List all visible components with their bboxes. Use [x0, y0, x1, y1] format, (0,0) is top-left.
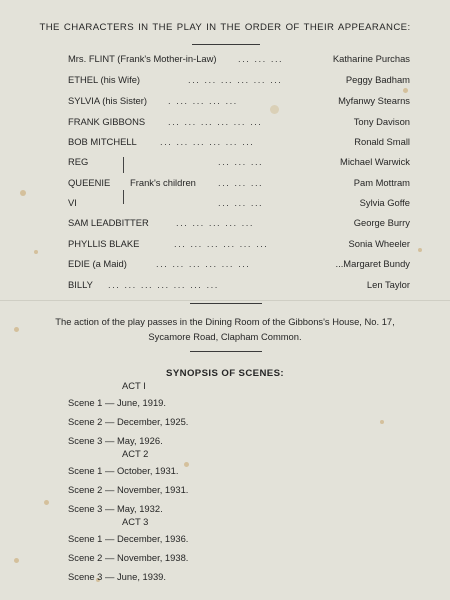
leader-dots: ... ... ... ... ... ...: [168, 116, 263, 127]
actor-name: Sonia Wheeler: [348, 238, 410, 249]
cast-row: [68, 216, 410, 230]
actor-name: Len Taylor: [366, 279, 410, 290]
leader-dots: ... ... ...: [218, 177, 264, 188]
cast-row: [68, 196, 410, 210]
cast-row: [68, 278, 410, 292]
scene-line: Scene 1 — October, 1931.: [68, 465, 179, 476]
cast-row: [68, 135, 410, 149]
cast-rule: [190, 303, 262, 304]
scene-line: Scene 2 — November, 1938.: [68, 552, 189, 563]
heading-rule: [192, 44, 260, 45]
character-name: ETHEL (his Wife): [68, 74, 141, 85]
character-name: EDIE (a Maid): [68, 258, 127, 269]
actor-name: ...Margaret Bundy: [335, 258, 410, 269]
character-name: SYLVIA (his Sister): [68, 95, 148, 106]
cast-row: [68, 176, 410, 190]
actor-name: Michael Warwick: [340, 156, 410, 167]
characters-heading: THE CHARACTERS IN THE PLAY IN THE ORDER OF THEIR APPEARANCE:: [39, 22, 411, 33]
actor-name: Sylvia Goffe: [359, 197, 410, 208]
children-bracket: [123, 190, 124, 204]
leader-dots: ... ... ...: [218, 197, 264, 208]
scene-line: Scene 3 — May, 1926.: [68, 435, 163, 446]
paper-fold-line: [0, 300, 450, 301]
setting-line-1: The action of the play passes in the Dining Room of the Gibbons's House, No. 17,: [55, 316, 395, 327]
character-name: BILLY: [68, 279, 93, 290]
scene-line: Scene 3 — May, 1932.: [68, 503, 163, 514]
character-name: SAM LEADBITTER: [68, 217, 149, 228]
actor-name: Pam Mottram: [353, 177, 410, 188]
scene-line: Scene 3 — June, 1939.: [68, 571, 166, 582]
leader-dots: ... ... ... ... ... ...: [156, 258, 251, 269]
leader-dots: . ... ... ... ...: [168, 95, 238, 106]
cast-row: [68, 155, 410, 169]
foxing-spot: [418, 248, 422, 252]
foxing-spot: [44, 500, 49, 505]
foxing-spot: [14, 558, 19, 563]
cast-row: [68, 52, 410, 66]
actor-name: George Burry: [353, 217, 410, 228]
character-name: Mrs. FLINT (Frank's Mother-in-Law): [68, 53, 217, 64]
act-title: ACT 3: [122, 516, 149, 527]
leader-dots: ... ... ... ... ... ...: [188, 74, 283, 85]
character-name: QUEENIE: [68, 177, 111, 188]
character-name: REG: [68, 156, 89, 167]
leader-dots: ... ... ... ... ... ... ...: [108, 279, 219, 290]
cast-row: [68, 115, 410, 129]
act-title: ACT 2: [122, 448, 149, 459]
foxing-spot: [380, 420, 384, 424]
character-name: FRANK GIBBONS: [68, 116, 146, 127]
leader-dots: ... ... ... ... ... ...: [174, 238, 269, 249]
leader-dots: ... ... ...: [218, 156, 264, 167]
setting-line-2: Sycamore Road, Clapham Common.: [148, 331, 302, 342]
setting-rule: [190, 351, 262, 352]
actor-name: Ronald Small: [354, 136, 410, 147]
scene-line: Scene 2 — November, 1931.: [68, 484, 189, 495]
cast-row: [68, 257, 410, 271]
cast-row: [68, 237, 410, 251]
foxing-spot: [184, 462, 189, 467]
actor-name: Katharine Purchas: [332, 53, 410, 64]
scene-line: Scene 2 — December, 1925.: [68, 416, 189, 427]
scene-line: Scene 1 — December, 1936.: [68, 533, 189, 544]
actor-name: Peggy Badham: [345, 74, 410, 85]
synopsis-title: SYNOPSIS OF SCENES:: [166, 368, 284, 379]
foxing-spot: [20, 190, 26, 196]
character-name: VI: [68, 197, 77, 208]
foxing-spot: [403, 88, 408, 93]
cast-row: [68, 73, 410, 87]
cast-row: [68, 94, 410, 108]
actor-name: Tony Davison: [353, 116, 410, 127]
children-note: Frank's children: [130, 177, 196, 188]
leader-dots: ... ... ...: [238, 53, 284, 64]
scene-line: Scene 1 — June, 1919.: [68, 397, 166, 408]
actor-name: Myfanwy Stearns: [338, 95, 410, 106]
character-name: BOB MITCHELL: [68, 136, 137, 147]
children-bracket: [123, 157, 124, 173]
leader-dots: ... ... ... ... ...: [176, 217, 254, 228]
foxing-spot: [34, 250, 38, 254]
leader-dots: ... ... ... ... ... ...: [160, 136, 255, 147]
character-name: PHYLLIS BLAKE: [68, 238, 140, 249]
setting-description: [0, 314, 450, 344]
act-title: ACT I: [122, 380, 146, 391]
